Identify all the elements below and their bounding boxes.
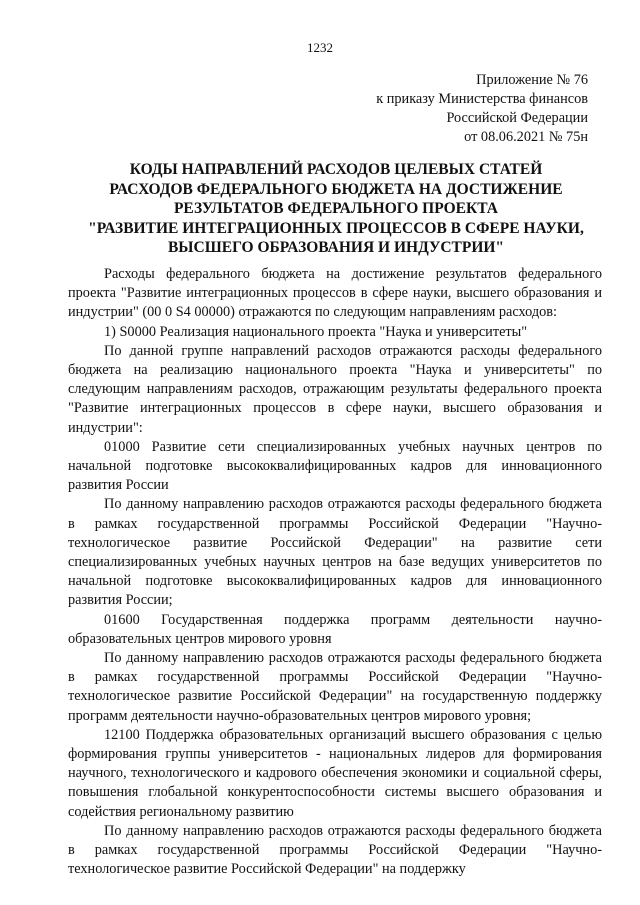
- appendix-header: [376, 71, 588, 147]
- paragraph-code-12100-description: По данному направлению расходов отражаются расходы федерального бюджета в рамках государственной программы Российской Федерации "Научно-технологическое развитие Российской Федерации" на поддержку: [68, 822, 602, 878]
- title-line-4: "РАЗВИТИЕ ИНТЕГРАЦИОННЫХ ПРОЦЕССОВ В СФЕРЕ НАУКИ,: [88, 219, 584, 237]
- title-line-3: РЕЗУЛЬТАТОВ ФЕДЕРАЛЬНОГО ПРОЕКТА: [173, 200, 499, 217]
- title-line-5: ВЫСШЕГО ОБРАЗОВАНИЯ И ИНДУСТРИИ": [167, 239, 505, 256]
- paragraph-code-01000-description: По данному направлению расходов отражаются расходы федерального бюджета в рамках государственной программы Российской Федерации "Научно-технологическое развитие Российской Федерации" на развитие сети специализированных учебных научных центров на базе ведущих университетов по начальной подготовке высококвалифицированных кадров для инновационного развития России;: [68, 496, 602, 609]
- paragraph-group-description: По данной группе направлений расходов отражаются расходы федерального бюджета на реализацию национального проекта "Наука и университеты" по следующим направлениям расходов, отражающим результаты федерального проекта "Развитие интеграционных процессов в сфере науки, высшего образования и индустрии":: [68, 342, 602, 436]
- paragraph-code-12100: 12100 Поддержка образовательных организаций высшего образования с целью формирования группы университетов - национальных лидеров для формирования научного, технологического и кадрового обеспечения экономики и социальной сферы, повышения глобальной конкурентоспособности системы высшего образования и содействия региональному развитию: [68, 726, 602, 820]
- title-line-1: КОДЫ НАПРАВЛЕНИЙ РАСХОДОВ ЦЕЛЕВЫХ СТАТЕЙ: [129, 161, 543, 178]
- paragraph-code-01000: 01000 Развитие сети специализированных учебных научных центров по начальной подготовке высококвалифицированных кадров для инновационного развития России: [68, 438, 602, 494]
- paragraph-group-s0000: 1) S0000 Реализация национального проекта "Наука и университеты": [104, 323, 528, 340]
- appendix-date: от 08.06.2021 № 75н: [464, 129, 588, 145]
- appendix-order-ref: к приказу Министерства финансов: [376, 91, 588, 107]
- paragraph-code-01600: 01600 Государственная поддержка программ деятельности научно-образовательных центров мирового уровня: [68, 611, 602, 647]
- paragraph-intro: Расходы федерального бюджета на достижение результатов федерального проекта "Развитие интеграционных процессов в сфере науки, высшего образования и индустрии" (00 0 S4 00000) отражаются по следующим направлениям расходов:: [68, 266, 602, 321]
- paragraph-code-01600-description: По данному направлению расходов отражаются расходы федерального бюджета в рамках государственной программы Российской Федерации "Научно-технологическое развитие Российской Федерации" на государственную поддержку программ деятельности научно-образовательных центров мирового уровня;: [68, 650, 602, 724]
- appendix-number: Приложение № 76: [476, 72, 588, 88]
- appendix-federation: Российской Федерации: [446, 110, 588, 126]
- document-body: [68, 265, 602, 880]
- title-line-2: РАСХОДОВ ФЕДЕРАЛЬНОГО БЮДЖЕТА НА ДОСТИЖЕНИЕ: [109, 180, 563, 198]
- page-number: 1232: [307, 40, 333, 55]
- document-title: [88, 160, 584, 258]
